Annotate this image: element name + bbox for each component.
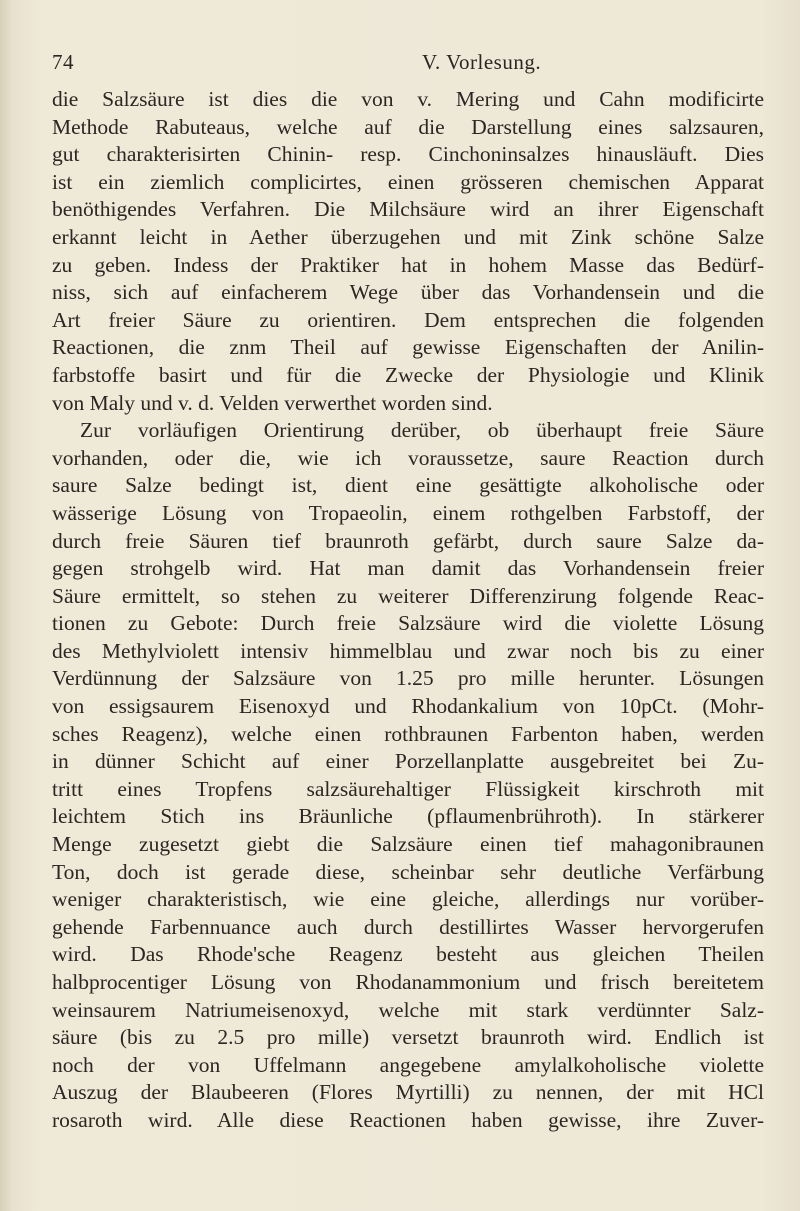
text-line: farbstoffe basirt und für die Zwecke der Physiologie und Klinik [52, 362, 764, 387]
text-line: gehende Farbennuance auch durch destillirtes Wasser hervorgerufen [52, 914, 764, 939]
page-gutter-shadow [0, 0, 12, 1211]
text-line: gegen strohgelb wird. Hat man damit das Vorhandensein freier [52, 556, 764, 581]
text-line: Zur vorläufigen Orientirung derüber, ob überhaupt freie Säure [80, 418, 764, 443]
text-line: leichtem Stich ins Bräunliche (pflaumenbrühroth). In stärkerer [52, 804, 764, 829]
text-line: von essigsaurem Eisenoxyd und Rhodankalium von 10pCt. (Mohr- [52, 694, 764, 719]
text-line: durch freie Säuren tief braunroth gefärbt, durch saure Salze da- [52, 528, 764, 553]
text-line: Verdünnung der Salzsäure von 1.25 pro mille herunter. Lösungen [52, 666, 764, 691]
text-line: säure (bis zu 2.5 pro mille) versetzt braunroth wird. Endlich ist [52, 1025, 764, 1050]
text-line: zu geben. Indess der Praktiker hat in hohem Masse das Bedürf- [52, 252, 764, 277]
text-line: tionen zu Gebote: Durch freie Salzsäure wird die violette Lösung [52, 611, 764, 636]
page-header [52, 50, 760, 80]
text-line: noch der von Uffelmann angegebene amylalkoholische violette [52, 1052, 764, 1077]
text-line: tritt eines Tropfens salzsäurehaltiger Flüssigkeit kirschroth mit [52, 776, 764, 801]
text-line: wird. Das Rhode'sche Reagenz besteht aus gleichen Theilen [52, 942, 764, 967]
running-head: V. Vorlesung. [422, 50, 542, 74]
text-line: rosaroth wird. Alle diese Reactionen haben gewisse, ihre Zuver- [52, 1107, 764, 1132]
text-line: niss, sich auf einfacherem Wege über das Vorhandensein und die [52, 280, 764, 305]
text-line: weinsaurem Natriumeisenoxyd, welche mit stark verdünnter Salz- [52, 997, 764, 1022]
text-line: ist ein ziemlich complicirtes, einen grösseren chemischen Apparat [52, 169, 764, 194]
text-line: Art freier Säure zu orientiren. Dem entsprechen die folgenden [52, 307, 764, 332]
body-text [52, 86, 764, 1135]
text-line: erkannt leicht in Aether überzugehen und mit Zink schöne Salze [52, 224, 764, 249]
text-line: wässerige Lösung von Tropaeolin, einem rothgelben Farbstoff, der [52, 500, 764, 525]
text-line: des Methylviolett intensiv himmelblau und zwar noch bis zu einer [52, 638, 764, 663]
text-line: Reactionen, die znm Theil auf gewisse Eigenschaften der Anilin- [52, 335, 764, 360]
text-line: in dünner Schicht auf einer Porzellanplatte ausgebreitet bei Zu- [52, 749, 764, 774]
text-line: die Salzsäure ist dies die von v. Mering und Cahn modificirte [52, 87, 764, 111]
text-line: Menge zugesetzt giebt die Salzsäure einen tief mahagonibraunen [52, 832, 764, 857]
text-line: benöthigendes Verfahren. Die Milchsäure wird an ihrer Eigenschaft [52, 197, 764, 222]
text-line: von Maly und v. d. Velden verwerthet worden sind. [52, 390, 493, 415]
text-line: saure Salze bedingt ist, dient eine gesättigte alkoholische oder [52, 473, 764, 498]
text-line: Auszug der Blaubeeren (Flores Myrtilli) zu nennen, der mit HCl [52, 1080, 764, 1105]
text-line: Säure ermittelt, so stehen zu weiterer Differenzirung folgende Reac- [52, 583, 764, 608]
text-line: weniger charakteristisch, wie eine gleiche, allerdings nur vorüber- [52, 887, 764, 912]
text-line: vorhanden, oder die, wie ich voraussetze, saure Reaction durch [52, 445, 764, 470]
text-line: halbprocentiger Lösung von Rhodanammonium und frisch bereitetem [52, 970, 764, 994]
text-line: Methode Rabuteaus, welche auf die Darstellung eines salzsauren, [52, 114, 764, 139]
text-line: Ton, doch ist gerade diese, scheinbar sehr deutliche Verfärbung [52, 859, 764, 884]
page-number: 74 [52, 50, 74, 74]
text-line: gut charakterisirten Chinin- resp. Cinchoninsalzes hinausläuft. Dies [52, 142, 764, 167]
text-line: sches Reagenz), welche einen rothbraunen Farbenton haben, werden [52, 721, 764, 746]
